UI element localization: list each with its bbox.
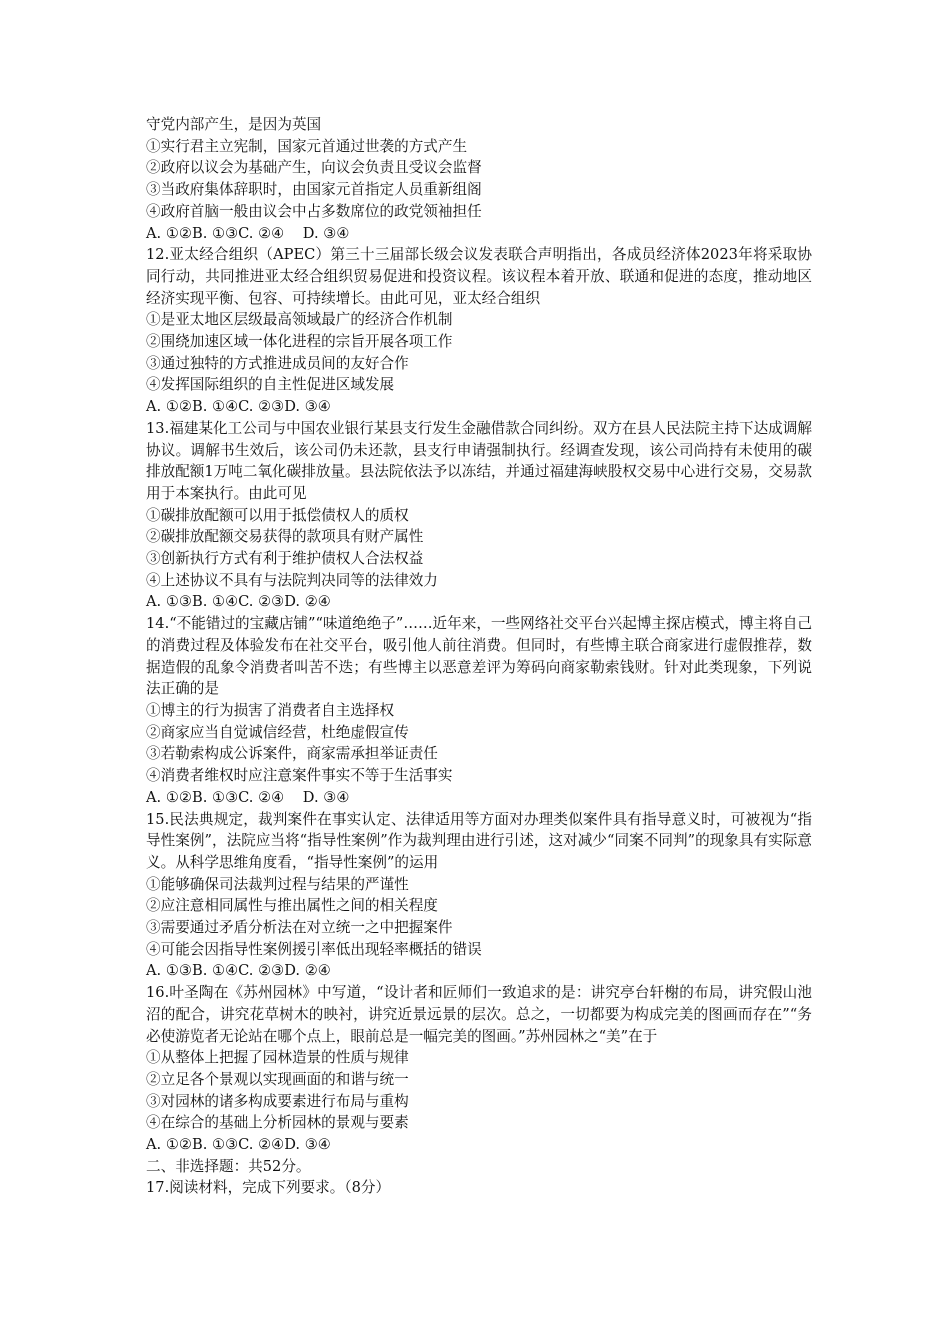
question-stem: 13.福建某化工公司与中国农业银行某县支行发生金融借款合同纠纷。双方在县人民法院主持下达成调解协议。调解书生效后，该公司仍未还款，县支行申请强制执行。经调查发现，该公司尚持有未使用的碳排放配额1万吨二氧化碳排放量。县法院依法予以冻结，并通过福建海峡股权交易中心进行交易，交易款用于本案执行。由此可见 <box>146 419 813 502</box>
option-1: ①碳排放配额可以用于抵偿债权人的质权 <box>146 506 409 524</box>
question-stem: 守党内部产生，是因为英国 <box>146 116 322 133</box>
question-stem: 16.叶圣陶在《苏州园林》中写道，“设计者和匠师们一致追求的是：讲究亭台轩榭的布局，讲究假山池沼的配合，讲究花草树木的映衬，讲究近景远景的层次。总之，一切都要为构成完美的图画而存在”“务必使游览者无论站在哪个点上，眼前总是一幅完美的图画。”苏州园林之“美”在于 <box>146 984 812 1045</box>
option-4: ④在综合的基础上分析园林的景观与要素 <box>146 1114 409 1132</box>
exam-page <box>146 114 812 1199</box>
question-16 <box>146 982 812 1156</box>
option-4: ④政府首脑一般由议会中占多数席位的政党领袖担任 <box>146 202 482 220</box>
option-3: ③对园林的诸多构成要素进行布局与重构 <box>146 1092 409 1110</box>
question-14 <box>146 613 812 808</box>
question-11 <box>146 114 812 244</box>
option-4: ④消费者维权时应注意案件事实不等于生活事实 <box>146 767 453 785</box>
section-non-choice <box>146 1156 812 1199</box>
answer-choices: A. ①②B. ①③C. ②④ D. ③④ <box>146 224 350 242</box>
option-2: ②商家应当自觉诚信经营，杜绝虚假宣传 <box>146 723 409 741</box>
option-1: ①从整体上把握了园林造景的性质与规律 <box>146 1049 409 1067</box>
question-12 <box>146 244 812 418</box>
question-17-stem: 17.阅读材料，完成下列要求。（8分） <box>146 1179 391 1197</box>
option-3: ③需要通过矛盾分析法在对立统一之中把握案件 <box>146 919 453 937</box>
option-1: ①是亚太地区层级最高领域最广的经济合作机制 <box>146 311 453 329</box>
option-1: ①实行君主立宪制，国家元首通过世袭的方式产生 <box>146 137 468 155</box>
option-3: ③通过独特的方式推进成员间的友好合作 <box>146 354 409 372</box>
question-stem: 14.“不能错过的宝藏店铺”“味道绝绝子”……近年来，一些网络社交平台兴起博主探店模式，博主将自己的消费过程及体验发布在社交平台，吸引他人前往消费。但同时，有些博主联合商家进行虚假推荐，数据造假的乱象令消费者叫苦不迭；有些博主以恶意差评为筹码向商家勒索钱财。针对此类现象，下列说法正确的是 <box>146 615 812 698</box>
option-2: ②应注意相同属性与推出属性之间的相关程度 <box>146 897 438 915</box>
option-2: ②立足各个景观以实现画面的和谐与统一 <box>146 1070 409 1088</box>
option-2: ②碳排放配额交易获得的款项具有财产属性 <box>146 528 424 546</box>
answer-choices: A. ①③B. ①④C. ②③D. ②④ <box>146 962 331 980</box>
answer-choices: A. ①③B. ①④C. ②③D. ②④ <box>146 593 331 611</box>
answer-choices: A. ①②B. ①③C. ②④ D. ③④ <box>146 788 350 806</box>
option-4: ④发挥国际组织的自主性促进区域发展 <box>146 376 395 394</box>
option-3: ③若勒索构成公诉案件，商家需承担举证责任 <box>146 745 438 763</box>
question-13 <box>146 418 812 613</box>
question-stem: 12.亚太经合组织（APEC）第三十三届部长级会议发表联合声明指出，各成员经济体2023年将采取协同行动，共同推进亚太经合组织贸易促进和投资议程。该议程本着开放、联通和促进的态度，推动地区经济实现平衡、包容、可持续增长。由此可见，亚太经合组织 <box>146 246 812 307</box>
answer-choices: A. ①②B. ①③C. ②④D. ③④ <box>146 1136 331 1154</box>
section-heading: 二、非选择题：共52分。 <box>146 1157 311 1175</box>
question-15 <box>146 809 812 983</box>
option-4: ④可能会因指导性案例援引率低出现轻率概括的错误 <box>146 940 482 958</box>
option-3: ③创新执行方式有利于维护债权人合法权益 <box>146 550 424 568</box>
option-4: ④上述协议不具有与法院判决同等的法律效力 <box>146 571 438 589</box>
option-2: ②围绕加速区域一体化进程的宗旨开展各项工作 <box>146 333 453 351</box>
option-1: ①能够确保司法裁判过程与结果的严谨性 <box>146 875 409 893</box>
answer-choices: A. ①②B. ①④C. ②③D. ③④ <box>146 398 331 416</box>
question-stem: 15.民法典规定，裁判案件在事实认定、法律适用等方面对办理类似案件具有指导意义时，可被视为“指导性案例”，法院应当将“指导性案例”作为裁判理由进行引述，这对减少“同案不同判”的现象具有实际意义。从科学思维角度看，“指导性案例”的运用 <box>146 810 812 871</box>
option-2: ②政府以议会为基础产生，向议会负责且受议会监督 <box>146 159 482 177</box>
option-1: ①博主的行为损害了消费者自主选择权 <box>146 701 395 719</box>
option-3: ③当政府集体辞职时，由国家元首指定人员重新组阁 <box>146 181 482 199</box>
